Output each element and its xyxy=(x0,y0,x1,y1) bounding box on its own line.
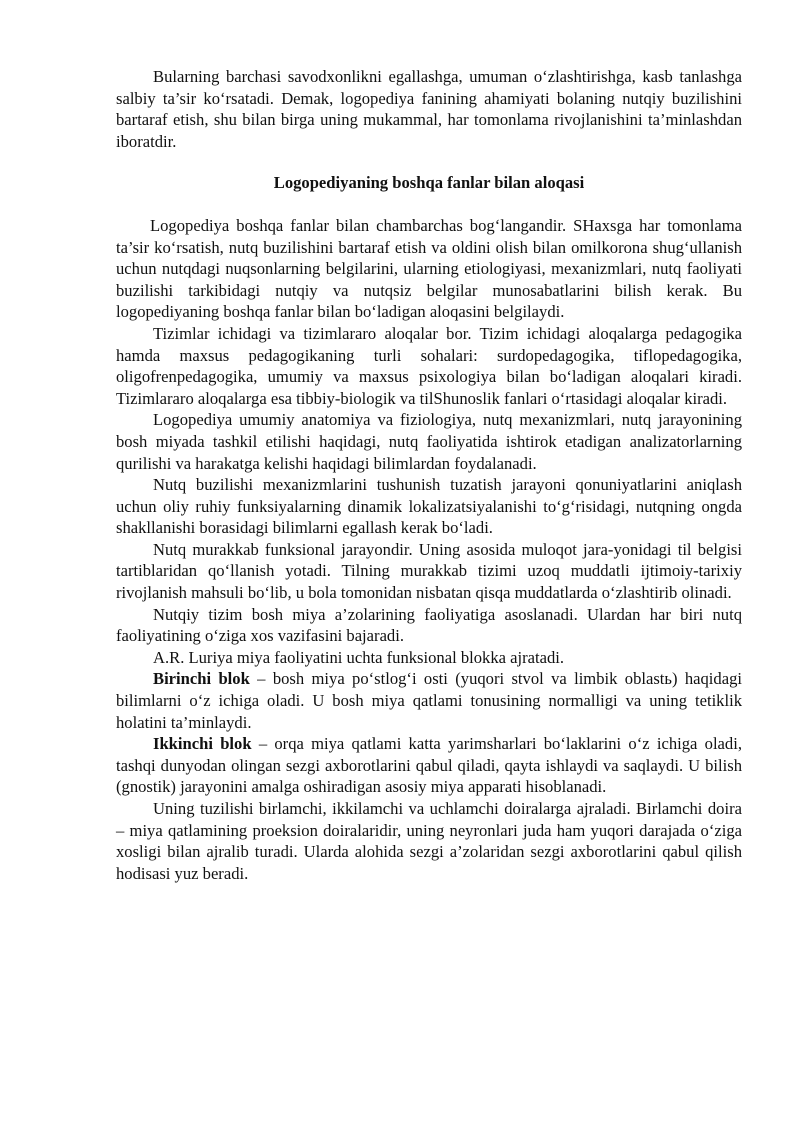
block-one-text: – bosh miya po‘stlog‘i osti (yuqori stvol va limbik oblastь) haqidagi bilimlarni o‘z ichiga oladi. U bosh miya qatlami tonusining normalligi va uning tetiklik holatini ta’minlaydi. xyxy=(116,669,742,732)
paragraph-luria: A.R. Luriya miya faoliyatini uchta funksional blokka ajratadi. xyxy=(153,647,565,667)
paragraph-mechanisms: Nutq buzilishi mexanizmlarini tushunish tuzatish jarayoni qonuniyatlarini aniqlash uchun oliy ruhiy funksiyalarning dinamik lokalizatsiyalanishi to‘g‘risidagi, nutqning ongda shakllanishi borasidagi bilimlarni egallash kerak bo‘ladi. xyxy=(116,475,742,538)
paragraph-block-two xyxy=(116,733,742,798)
paragraph-logopedics-relations: Logopediya boshqa fanlar bilan chambarchas bog‘langandir. SHaxsga har tomonlama ta’sir ko‘rsatish, nutq buzilishini bartaraf etish va oldini olish bilan omilkorona shug‘ullanish uchun nutqdagi nuqsonlarning belgilarini, ularning etiologiyasi, mexanizmlari, nutq faoliyati buzilishi tarkibidagi nutqiy va nutqsiz belgilar munosabatlarini bilish kerak. Bu logopediyaning boshqa fanlar bilan bo‘ladigan aloqasini belgilaydi. xyxy=(116,215,742,322)
section-heading: Logopediyaning boshqa fanlar bilan aloqasi xyxy=(273,173,585,193)
paragraph-structure: Uning tuzilishi birlamchi, ikkilamchi va uchlamchi doiralarga ajraladi. Birlamchi doira – miya qatlamining proeksion doiralaridir, uning neyronlari juda ham yuqori darajada o‘ziga xosligi bilan ajralib turadi. Ularda alohida sezgi a’zolaridan sezgi axborotlarini qabul qilish hodisasi yuz beradi. xyxy=(116,799,742,883)
paragraph-block-one xyxy=(116,668,742,733)
paragraph-anatomy: Logopediya umumiy anatomiya va fiziologiya, nutq mexanizmlari, nutq jarayonining bosh miyada tashkil etilishi haqidagi, nutq faoliyatida ishtirok etadigan analizatorlarning qurilishi va harakatga kelishi haqidagi bilimlardan foydalanadi. xyxy=(116,410,742,473)
block-one-label: Birinchi blok xyxy=(153,669,250,689)
paragraph-functional-process: Nutq murakkab funksional jarayondir. Uning asosida muloqot jara-yonidagi til belgisi tartiblaridan qo‘llanish yotadi. Tilning murakkab tizimi uzoq muddatli ijtimoiy-tarixiy rivojlanish mahsuli bo‘lib, u bola tomonidan nisbatan qisqa muddatlarda o‘zlashtirib olinadi. xyxy=(116,539,742,603)
block-two-label: Ikkinchi blok xyxy=(153,734,252,754)
paragraph-brain-organs: Nutqiy tizim bosh miya a’zolarining faoliyatiga asoslanadi. Ulardan har biri nutq faoliyatining o‘ziga xos vazifasini bajaradi. xyxy=(116,604,742,646)
block-two-text: – orqa miya qatlami katta yarimsharlari bo‘laklarini o‘z ichiga oladi, tashqi dunyodan olingan sezgi axborotlarini qabul qiladi, qayta ishlaydi va saqlaydi. U bilish (gnostik) jarayonini amalga oshiradigan asosiy miya apparati hisoblanadi. xyxy=(116,734,742,797)
paragraph-system-relations: Tizimlar ichidagi va tizimlararo aloqalar bor. Tizim ichidagi aloqalarga pedagogika hamda maxsus pedagogikaning turli sohalari: surdopedagogika, tiflopedagogika, oligofrenpedagogika, umumiy va maxsus psixologiya bilan bo‘ladigan aloqalari kiradi. Tizimlararo aloqalarga esa tibbiy-biologik va tilShunoslik fanlari o‘rtasidagi aloqalar kiradi. xyxy=(116,323,742,408)
document-page xyxy=(116,66,742,884)
intro-paragraph: Bularning barchasi savodxonlikni egallashga, umuman o‘zlashtirishga, kasb tanlashga salbiy ta’sir ko‘rsatadi. Demak, logopediya fanining ahamiyati bolaning nutqiy buzilishini bartaraf etish, shu bilan birga uning mukammal, har tomonlama rivojlanishini ta’minlashdan iboratdir. xyxy=(116,67,742,151)
